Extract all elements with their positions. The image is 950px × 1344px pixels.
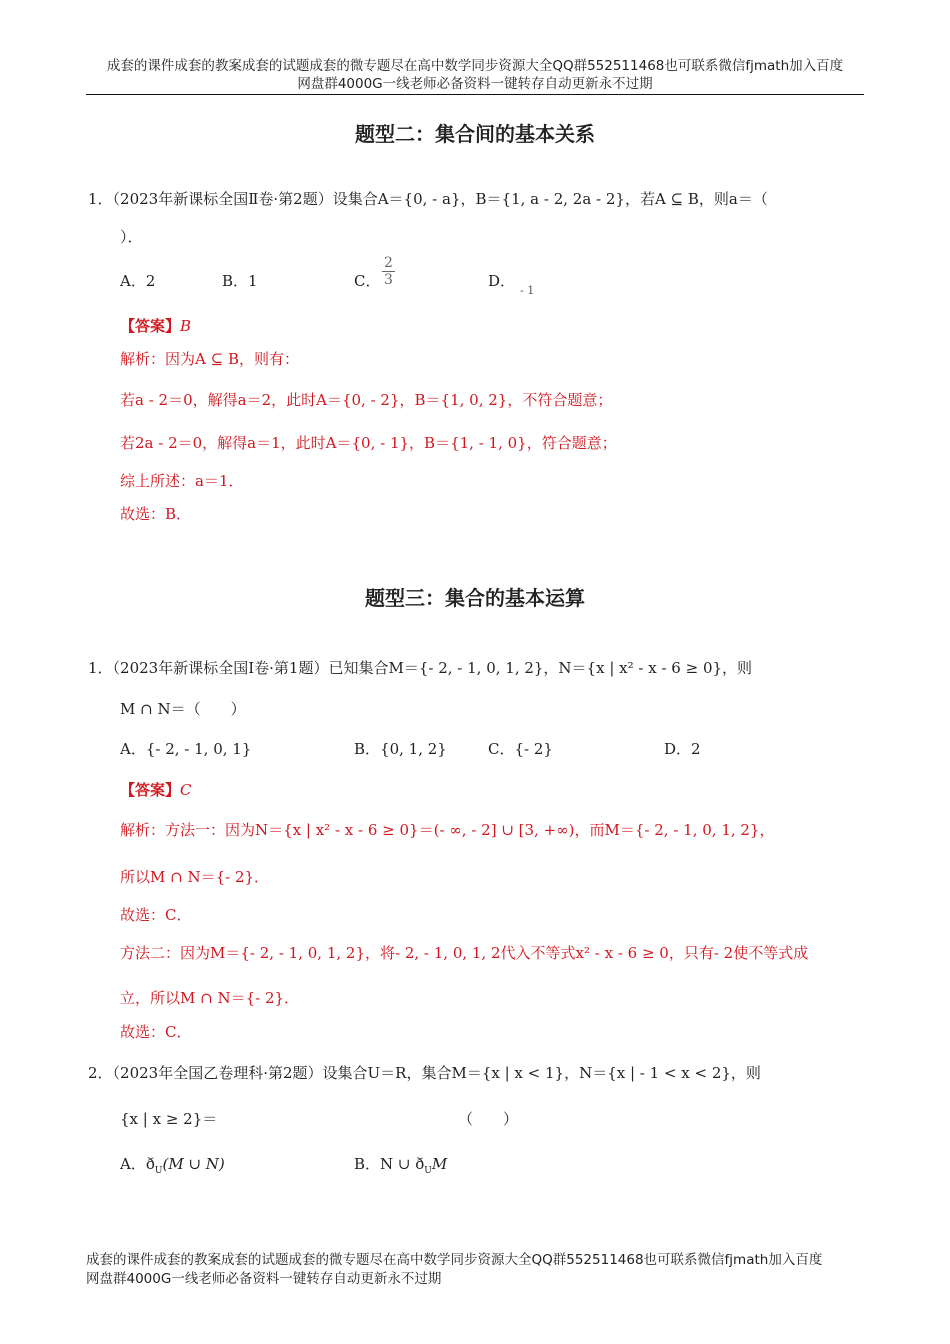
s3-q1-option-a: A．{- 2, - 1, 0, 1} xyxy=(120,740,252,758)
s3-q1-solution-1: 解析：方法一：因为N＝{x | x² - x - 6 ≥ 0}＝(- ∞, - 2] ∪ [3, +∞)，而M＝{- 2, - 1, 0, 1, 2}， xyxy=(120,821,775,839)
header-line-1: 成套的课件成套的教案成套的试题成套的微专题尽在高中数学同步资源大全QQ群552511468也可联系微信fjmath加入百度 xyxy=(106,58,844,74)
s3-q1-solution-5: 立，所以M ∩ N＝{- 2}． xyxy=(120,989,300,1007)
header-line-2: 网盘群4000G一线老师必备资料一键转存自动更新永不过期 xyxy=(297,76,653,92)
s3-q1-option-c: C．{- 2} xyxy=(488,740,553,758)
section-2-title: 题型二：集合间的基本关系 xyxy=(355,122,595,146)
s3-q1-answer xyxy=(120,779,192,800)
section-3-title: 题型三：集合的基本运算 xyxy=(365,586,585,610)
answer-value: B xyxy=(180,317,192,335)
s3-q2-stem: 2．（2023年全国乙卷理科·第2题）设集合U＝R，集合M＝{x | x < 1}，N＝{x | - 1 < x < 2}，则 xyxy=(88,1064,761,1082)
s3-q2-stem-line-2: {x | x ≥ 2}＝ xyxy=(120,1110,218,1128)
s2-q1-stem: 1．（2023年新课标全国Ⅱ卷·第2题）设集合A＝{0, - a}，B＝{1, a - 2, 2a - 2}，若A ⊆ B，则a＝（ xyxy=(88,190,768,208)
s3-q1-solution-4: 方法二：因为M＝{- 2, - 1, 0, 1, 2}，将- 2, - 1, 0, 1, 2代入不等式x² - x - 6 ≥ 0，只有- 2使不等式成 xyxy=(120,944,809,962)
s2-q1-option-d: D． xyxy=(488,272,516,290)
answer-value: C xyxy=(180,781,192,799)
s2-q1-option-d-value: - 1 xyxy=(520,284,535,297)
option-b-expression: M xyxy=(431,1155,448,1173)
s2-q1-solution-4: 综上所述：a＝1． xyxy=(120,472,244,490)
fraction-numerator: 2 xyxy=(384,255,393,271)
s3-q1-option-d: D．2 xyxy=(664,740,701,758)
answer-label: 【答案】 xyxy=(120,781,181,799)
footer-line-2: 网盘群4000G一线老师必备资料一键转存自动更新永不过期 xyxy=(86,1271,442,1287)
header-divider xyxy=(86,94,864,95)
s2-q1-answer xyxy=(120,315,191,336)
s3-q2-answer-paren: （ ） xyxy=(458,1110,519,1128)
footer-line-1: 成套的课件成套的教案成套的试题成套的微专题尽在高中数学同步资源大全QQ群552511468也可联系微信fjmath加入百度 xyxy=(86,1252,823,1268)
option-a-expression: (M ∪ N) xyxy=(162,1155,225,1173)
s3-q1-option-b: B．{0, 1, 2} xyxy=(354,740,447,758)
s2-q1-stem-end: ）． xyxy=(120,228,143,246)
s2-q1-solution-5: 故选：B． xyxy=(120,505,192,523)
s2-q1-option-c: C． xyxy=(354,272,381,290)
s3-q1-solution-2: 所以M ∩ N＝{- 2}． xyxy=(120,868,270,886)
fraction-denominator: 3 xyxy=(384,272,393,288)
s2-q1-solution-2: 若a - 2＝0，解得a＝2，此时A＝{0, - 2}，B＝{1, 0, 2}，不符合题意； xyxy=(120,391,613,409)
s3-q1-solution-6: 故选：C． xyxy=(120,1023,192,1041)
s2-q1-option-b: B．1 xyxy=(222,272,258,290)
option-a-prefix: A．ð xyxy=(120,1155,155,1173)
s3-q2-option-a xyxy=(120,1153,225,1176)
complement-subscript: U xyxy=(424,1166,432,1176)
s3-q1-stem-line-2: M ∩ N＝（ ） xyxy=(120,700,246,718)
s2-q1-option-a: A．2 xyxy=(120,272,156,290)
complement-subscript: U xyxy=(154,1166,163,1176)
s2-q1-solution-3: 若2a - 2＝0，解得a＝1，此时A＝{0, - 1}，B＝{1, - 1, 0}，符合题意； xyxy=(120,434,617,452)
s3-q1-solution-3: 故选：C． xyxy=(120,906,192,924)
s3-q1-stem: 1．（2023年新课标全国Ⅰ卷·第1题）已知集合M＝{- 2, - 1, 0, 1, 2}，N＝{x | x² - x - 6 ≥ 0}，则 xyxy=(88,659,753,677)
answer-label: 【答案】 xyxy=(120,317,181,335)
s2-q1-solution-1: 解析：因为A ⊆ B，则有： xyxy=(120,350,299,368)
s2-q1-option-c-fraction xyxy=(382,255,395,288)
s3-q2-option-b xyxy=(354,1153,447,1176)
option-b-prefix: B．N ∪ ð xyxy=(354,1155,425,1173)
